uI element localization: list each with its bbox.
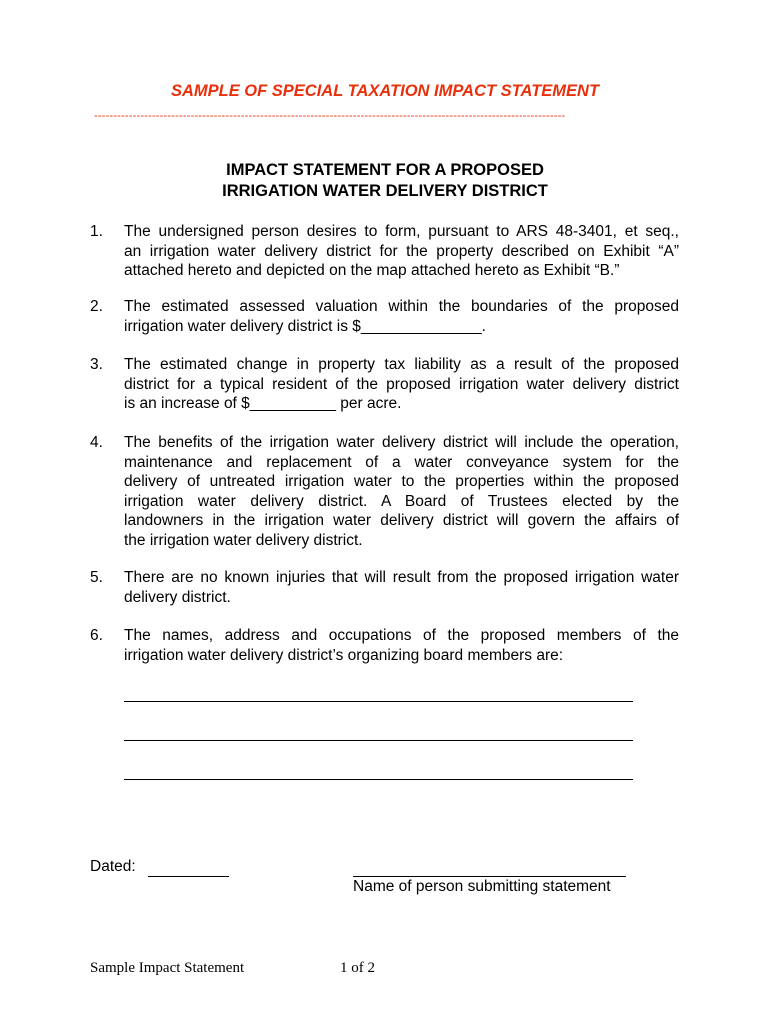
item-text-line: irrigation water delivery district’s organizing board members are:: [124, 646, 564, 664]
item-text-line: The benefits of the irrigation water delivery district will include the operation,: [124, 434, 679, 451]
item-text-line: The names, address and occupations of the proposed members of the: [124, 627, 679, 644]
item-number: 1.: [90, 223, 103, 240]
item-text-line: is an increase of $__________ per acre.: [124, 395, 402, 412]
heading-line-1: IMPACT STATEMENT FOR A PROPOSED: [226, 161, 544, 179]
item-text-line: The estimated assessed valuation within the boundaries of the proposed: [124, 298, 679, 315]
item-text-line: The undersigned person desires to form, pursuant to ARS 48-3401, et seq.,: [124, 223, 679, 240]
item-text-line: The estimated change in property tax liability as a result of the proposed: [124, 356, 679, 373]
item-text-line: delivery district.: [124, 588, 231, 606]
board-member-line-3: [124, 779, 633, 780]
item-number: 3.: [90, 356, 103, 373]
item-text-line: delivery of untreated irrigation water to the properties within the proposed: [124, 473, 679, 490]
dated-label: Dated:: [90, 858, 136, 875]
item-text-line: maintenance and replacement of a water conveyance system for the: [124, 453, 679, 471]
item-text: [124, 626, 679, 665]
item-number: 6.: [90, 627, 103, 644]
board-member-line-1: [124, 701, 633, 702]
board-member-line-2: [124, 740, 633, 741]
item-text-line: district for a typical resident of the proposed irrigation water delivery district: [124, 375, 679, 393]
item-number: 2.: [90, 298, 103, 315]
sample-title: SAMPLE OF SPECIAL TAXATION IMPACT STATEMENT: [170, 82, 600, 100]
item-text-line: landowners in the irrigation water delivery district will govern the affairs of: [124, 512, 679, 529]
footer-page-number: 1 of 2: [340, 960, 375, 976]
item-text-line: an irrigation water delivery district for the property described on Exhibit “A”: [124, 242, 679, 260]
dated-blank-line: [148, 876, 229, 877]
item-text-line: attached hereto and depicted on the map attached hereto as Exhibit “B.”: [124, 262, 620, 279]
signature-caption: Name of person submitting statement: [353, 878, 611, 895]
item-text-line: There are no known injuries that will result from the proposed irrigation water: [124, 569, 679, 586]
footer-document-name: Sample Impact Statement: [90, 960, 245, 976]
item-text: [124, 355, 679, 414]
item-text-line: irrigation water delivery district. A Board of Trustees elected by the: [124, 492, 679, 510]
item-number: 5.: [90, 569, 103, 586]
dashed-rule: --------------------------------------------------------------------------------------------------------------------------: [94, 110, 566, 122]
item-text-line: irrigation water delivery district is $______________.: [124, 317, 486, 335]
item-text: [124, 222, 679, 281]
heading-line-2: IRRIGATION WATER DELIVERY DISTRICT: [222, 182, 548, 200]
item-text-line: the irrigation water delivery district.: [124, 531, 363, 549]
signature-line: [353, 876, 626, 877]
item-text: [124, 568, 679, 607]
item-text: [124, 297, 679, 336]
item-number: 4.: [90, 434, 103, 451]
item-text: [124, 433, 679, 550]
